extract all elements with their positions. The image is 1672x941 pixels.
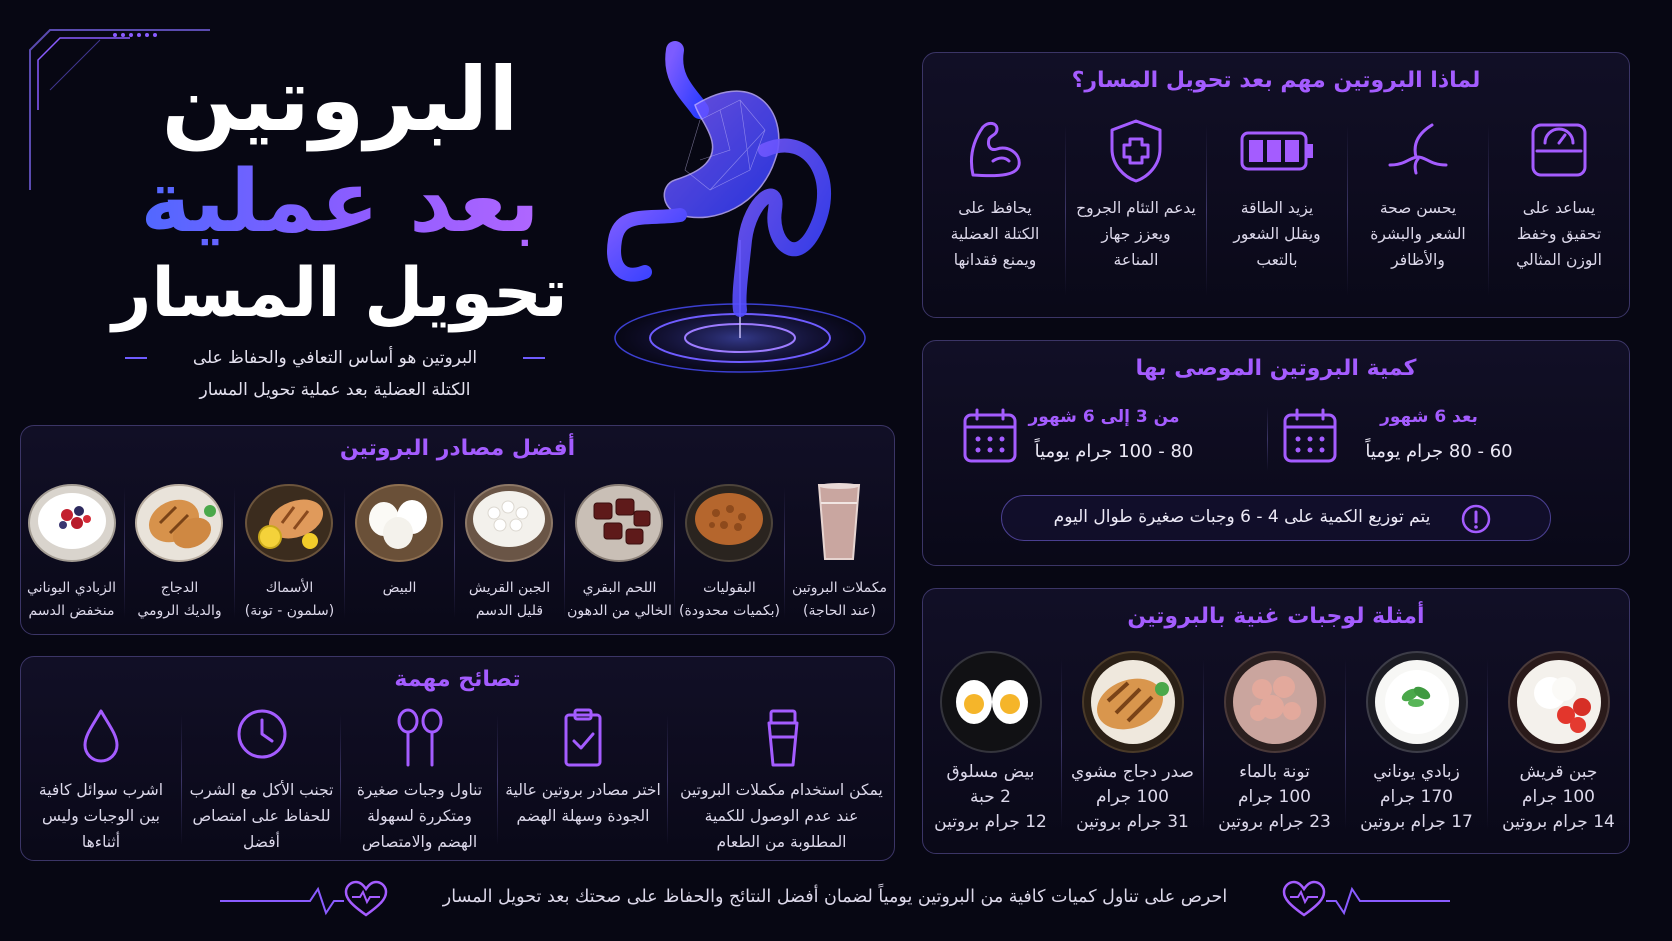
subtitle-dash-right xyxy=(523,357,545,359)
source-text: الأسماك (سلمون - تونة) xyxy=(244,580,335,619)
protein-shake-glass-icon xyxy=(809,481,869,565)
tip-item xyxy=(342,707,497,857)
drop-icon xyxy=(79,707,123,765)
tip-item xyxy=(499,707,667,857)
lean-beef-plate-icon xyxy=(574,481,664,565)
clipboard-icon xyxy=(561,707,605,769)
meal-item xyxy=(1488,649,1629,849)
battery-icon xyxy=(1239,129,1317,175)
benefit-text: يحافظ على الكتلة العضلية ويمنع فقدانها xyxy=(950,199,1040,269)
amount-note-text: يتم توزيع الكمية على 4 - 6 وجبات صغيرة طوال اليوم xyxy=(1053,507,1431,527)
tip-item xyxy=(183,707,340,857)
hero-title-line1: البروتين xyxy=(161,48,519,151)
cottage-cheese-plate-icon xyxy=(1506,649,1612,755)
source-item xyxy=(345,481,454,631)
period-after-6-months xyxy=(1269,403,1529,473)
period-label: من 3 إلى 6 شهور xyxy=(1028,407,1180,427)
info-icon xyxy=(1460,503,1492,535)
hero-subtitle-line2: الكتلة العضلية بعد عملية تحويل المسار xyxy=(199,380,471,400)
sources-title: أفضل مصادر البروتين xyxy=(339,436,576,461)
legumes-bowl-icon xyxy=(684,481,774,565)
meal-item xyxy=(1204,649,1345,849)
tip-item xyxy=(669,707,894,857)
meal-protein: 14 جرام بروتين xyxy=(1502,812,1615,832)
meal-qty: 100 جرام xyxy=(1238,787,1311,807)
hero-title-line3: تحويل المسار xyxy=(112,254,568,333)
meal-protein: 17 جرام بروتين xyxy=(1360,812,1473,832)
greek-yogurt-bowl-icon xyxy=(1364,649,1470,755)
heartbeat-heart-icon xyxy=(220,879,390,921)
meal-name: صدر دجاج مشوي xyxy=(1071,762,1194,782)
period-value: 60 - 80 جرام يومياً xyxy=(1365,441,1513,462)
meal-protein: 12 جرام بروتين xyxy=(934,812,1047,832)
amount-title: كمية البروتين الموصى بها xyxy=(1135,356,1417,381)
clock-icon xyxy=(235,707,289,761)
benefit-text: يدعم التئام الجروح ويعزز جهاز المناعة xyxy=(1076,199,1196,269)
source-item xyxy=(235,481,344,631)
benefits-list xyxy=(923,115,1629,315)
meal-name: بيض مسلوق xyxy=(946,762,1035,782)
meal-item xyxy=(920,649,1061,849)
meal-name: زبادي يوناني xyxy=(1373,762,1460,782)
benefit-text: يساعد على تحقيق وخفظ الوزن المثالي xyxy=(1516,199,1602,269)
tip-item xyxy=(21,707,181,857)
boiled-eggs-plate-icon xyxy=(938,649,1044,755)
calendar-icon xyxy=(1281,407,1339,465)
source-text: البيض xyxy=(382,580,417,596)
grilled-chicken-plate-icon xyxy=(1080,649,1186,755)
cottage-cheese-bowl-icon xyxy=(464,481,554,565)
meal-qty: 2 حبة xyxy=(970,787,1011,807)
source-text: البقوليات (بكميات محدودة) xyxy=(679,580,780,619)
source-item xyxy=(455,481,564,631)
benefit-item xyxy=(1066,115,1206,315)
benefits-title: لماذا البروتين مهم بعد تحويل المسار؟ xyxy=(1071,68,1481,93)
tip-text: يمكن استخدام مكملات البروتين عند عدم الوصول للكمية المطلوبة من الطعام xyxy=(680,781,883,851)
meal-name: تونة بالماء xyxy=(1239,762,1310,782)
source-text: الجبن القريش قليل الدسم xyxy=(468,580,551,619)
source-item xyxy=(565,481,674,631)
hair-icon xyxy=(1386,121,1450,181)
meal-item xyxy=(1062,649,1203,849)
tips-title: تصائح مهمة xyxy=(394,667,521,692)
hero-subtitle-line1: البروتين هو أساس التعافي والحفاظ على xyxy=(192,348,478,368)
benefits-panel xyxy=(922,52,1630,318)
fish-plate-icon xyxy=(244,481,334,565)
heartbeat-heart-icon xyxy=(1280,879,1450,921)
meal-qty: 100 جرام xyxy=(1522,787,1595,807)
footer-text: احرص على تناول كميات كافية من البروتين يومياً لضمان أفضل النتائج والحفاظ على صحتك بعد تحويل المسار xyxy=(442,887,1228,907)
tip-text: اشرب سوائل كافية بين الوجبات وليس أثناءها xyxy=(38,781,164,851)
eggs-bowl-icon xyxy=(354,481,444,565)
tip-text: اختر مصادر بروتين عالية الجودة وسهلة الهضم xyxy=(505,781,661,825)
source-text: اللحم البقري الخالي من الدهون xyxy=(567,580,672,619)
source-text: الدجاج والديك الرومي xyxy=(137,580,222,619)
period-label: بعد 6 شهور xyxy=(1380,407,1478,427)
chicken-turkey-plate-icon xyxy=(134,481,224,565)
source-text: مكملات البروتين (عند الحاجة) xyxy=(792,580,887,619)
meal-protein: 31 جرام بروتين xyxy=(1076,812,1189,832)
stomach-illustration xyxy=(600,40,880,390)
tips-panel xyxy=(20,656,895,861)
source-item xyxy=(125,481,234,631)
period-3-to-6-months xyxy=(949,403,1209,473)
muscle-icon xyxy=(963,117,1027,183)
greek-yogurt-berries-icon xyxy=(27,481,117,565)
meal-protein: 23 جرام بروتين xyxy=(1218,812,1331,832)
meal-item xyxy=(1346,649,1487,849)
benefit-item xyxy=(1489,115,1629,315)
hero-subtitle xyxy=(120,342,550,406)
spoons-icon xyxy=(394,707,446,769)
tip-text: تناول وجبات صغيرة ومتكررة لسهولة الهضم والامتصاص xyxy=(356,781,483,851)
benefit-text: يحسن صحة الشعر والبشرة والأظافر xyxy=(1370,199,1466,269)
meal-qty: 100 جرام xyxy=(1096,787,1169,807)
shaker-icon xyxy=(761,707,805,769)
tip-text: تجنب الأكل مع الشرب للحفاظ على امتصاص أفضل xyxy=(189,781,334,851)
source-text: الزبادي اليوناني منخفض الدسم xyxy=(26,580,117,619)
calendar-icon xyxy=(961,407,1019,465)
period-value: 80 - 100 جرام يومياً xyxy=(1034,441,1194,462)
meal-qty: 170 جرام xyxy=(1380,787,1453,807)
benefit-text: يزيد الطاقة ويقلل الشعور بالتعب xyxy=(1233,199,1321,269)
amount-note xyxy=(1001,495,1551,541)
source-item xyxy=(19,481,124,631)
meal-name: جبن قريش xyxy=(1519,762,1598,782)
benefit-item xyxy=(1207,115,1347,315)
source-item xyxy=(785,481,894,631)
hero-title-line2: بعد عملية xyxy=(60,152,620,252)
amount-panel xyxy=(922,340,1630,566)
meals-panel xyxy=(922,588,1630,854)
benefit-item xyxy=(925,115,1065,315)
shield-cross-icon xyxy=(1106,117,1166,185)
tuna-bowl-icon xyxy=(1222,649,1328,755)
source-item xyxy=(675,481,784,631)
scale-icon xyxy=(1527,121,1591,181)
benefit-item xyxy=(1348,115,1488,315)
subtitle-dash-left xyxy=(125,357,147,359)
sources-panel xyxy=(20,425,895,635)
meals-title: أمثلة لوجبات غنية بالبروتين xyxy=(1127,604,1425,629)
footer xyxy=(220,875,1450,925)
